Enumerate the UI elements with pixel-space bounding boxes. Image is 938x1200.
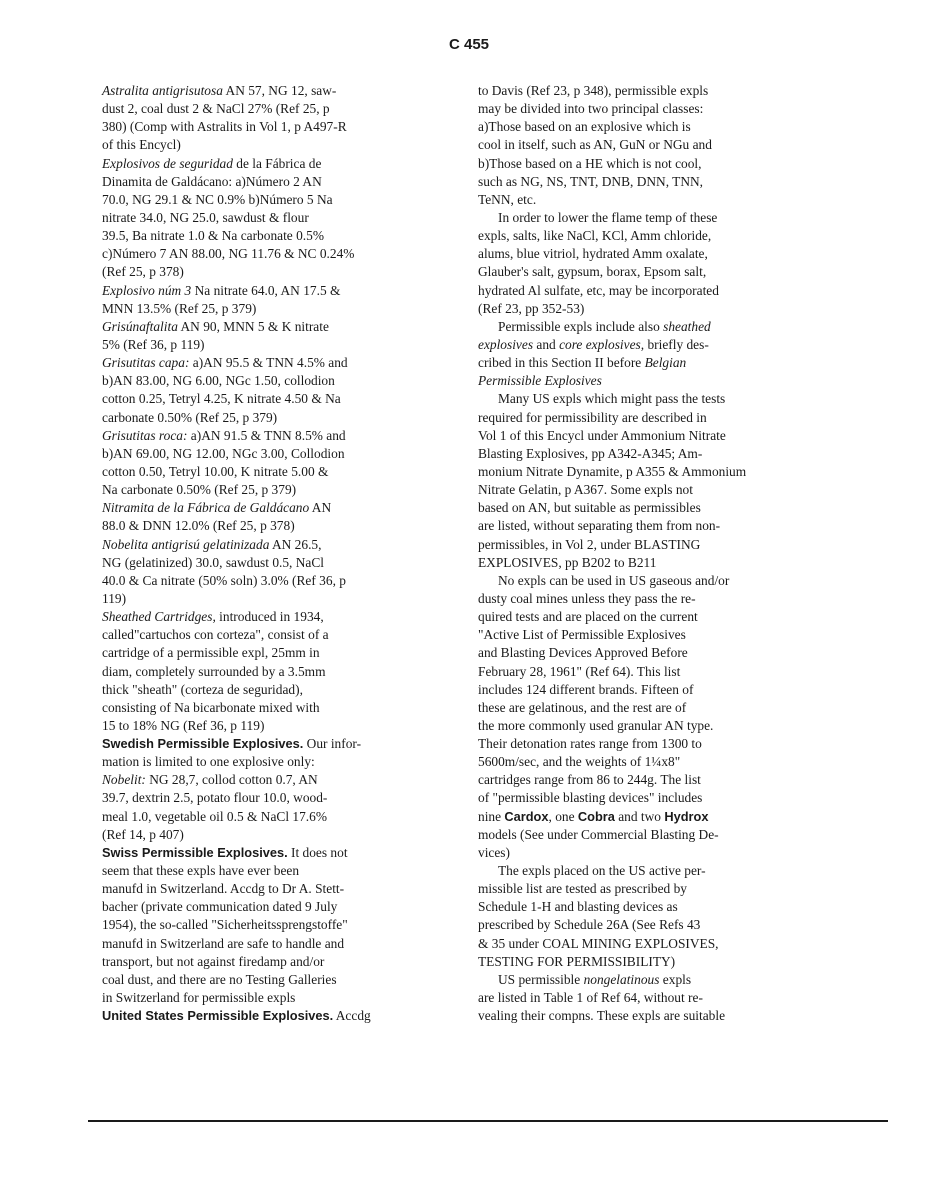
text-run: Permissible expls include also <box>498 318 664 334</box>
text-line <box>102 372 420 390</box>
text-line <box>102 118 420 136</box>
text-line <box>102 536 420 554</box>
text-line <box>478 499 794 517</box>
text-run: US permissible <box>498 971 584 987</box>
italic-term: Permissible Explosives <box>478 373 602 389</box>
text-line <box>102 82 420 100</box>
text-run: Na nitrate 64.0, AN 17.5 & <box>191 282 341 298</box>
text-run: a)AN 91.5 & TNN 8.5% and <box>187 427 346 443</box>
text-line <box>478 753 794 771</box>
text-line <box>102 300 420 318</box>
italic-term: sheathed <box>663 318 711 334</box>
text-run: The expls placed on the US active per- <box>498 863 706 879</box>
text-line <box>478 445 794 463</box>
text-run: meal 1.0, vegetable oil 0.5 & NaCl 17.6% <box>102 808 327 824</box>
text-line <box>478 626 794 644</box>
text-run: 70.0, NG 29.1 & NC 0.9% b)Número 5 Na <box>102 191 333 207</box>
italic-term: core explosives, <box>559 336 645 352</box>
text-run: called"cartuchos con corteza", consist of a <box>102 627 329 643</box>
text-line <box>102 826 420 844</box>
text-line <box>478 880 794 898</box>
text-line <box>102 663 420 681</box>
text-run: Glauber's salt, gypsum, borax, Epsom salt, <box>478 264 707 280</box>
italic-term: Nitramita de la Fábrica de Galdácano <box>102 500 310 516</box>
text-line <box>478 227 794 245</box>
text-run: quired tests and are placed on the current <box>478 609 698 625</box>
text-run: nine <box>478 808 505 824</box>
section-heading: United States Permissible Explosives. <box>102 1008 334 1024</box>
text-line <box>102 427 420 445</box>
text-line <box>102 844 420 862</box>
text-run: Dinamita de Galdácano: a)Número 2 AN <box>102 173 322 189</box>
text-run: 380) (Comp with Astralits in Vol 1, p A497-R <box>102 119 347 135</box>
text-run: vealing their compns. These expls are suitable <box>478 1008 726 1024</box>
text-line <box>102 173 420 191</box>
text-run: NG (gelatinized) 30.0, sawdust 0.5, NaCl <box>102 554 325 570</box>
text-line <box>102 753 420 771</box>
text-run: to Davis (Ref 23, p 348), permissible expls <box>478 83 709 98</box>
text-line <box>478 118 794 136</box>
text-line <box>102 590 420 608</box>
text-run: the more commonly used granular AN type. <box>478 717 714 733</box>
text-line <box>102 572 420 590</box>
text-run: b)Those based on a HE which is not cool, <box>478 155 702 171</box>
text-run: cartridges range from 86 to 244g. The list <box>478 772 701 788</box>
text-run: 15 to 18% NG (Ref 36, p 119) <box>102 717 265 733</box>
text-run: a)Those based on an explosive which is <box>478 119 691 135</box>
text-run: diam, completely surrounded by a 3.5mm <box>102 663 326 679</box>
text-run: (Ref 25, p 378) <box>102 264 184 280</box>
text-line <box>102 191 420 209</box>
text-line <box>478 1007 794 1025</box>
text-run: February 28, 1961" (Ref 64). This list <box>478 663 681 679</box>
text-line <box>478 608 794 626</box>
italic-term: Astralita antigrisutosa <box>102 83 223 98</box>
text-line <box>102 390 420 408</box>
text-run: TeNN, etc. <box>478 191 537 207</box>
text-run: models (See under Commercial Blasting De- <box>478 826 719 842</box>
text-line <box>478 300 794 318</box>
text-line <box>478 935 794 953</box>
text-line <box>478 554 794 572</box>
text-run: missible list are tested as prescribed by <box>478 881 687 897</box>
text-line <box>102 263 420 281</box>
text-line <box>102 971 420 989</box>
left-column <box>102 82 420 1025</box>
text-run: Nitrate Gelatin, p A367. Some expls not <box>478 482 693 498</box>
text-line <box>102 209 420 227</box>
text-run: de la Fábrica de <box>232 155 322 171</box>
text-line <box>478 862 794 880</box>
italic-term: Nobelit: <box>102 772 146 788</box>
text-line <box>478 898 794 916</box>
text-run: prescribed by Schedule 26A (See Refs 43 <box>478 917 701 933</box>
text-line <box>478 318 794 336</box>
text-line <box>478 971 794 989</box>
text-run: 1954), the so-called "Sicherheitssprengstoffe" <box>102 917 348 933</box>
text-line <box>102 354 420 372</box>
text-run: (Ref 23, pp 352-53) <box>478 300 585 316</box>
text-line <box>478 136 794 154</box>
text-line <box>102 681 420 699</box>
text-line <box>102 989 420 1007</box>
text-line <box>102 282 420 300</box>
text-run: b)AN 69.00, NG 12.00, NGc 3.00, Collodion <box>102 445 345 461</box>
text-run: permissibles, in Vol 2, under BLASTING <box>478 536 701 552</box>
section-heading: Hydrox <box>664 808 709 824</box>
text-line <box>478 82 794 100</box>
text-run: and <box>533 336 560 352</box>
text-run: manufd in Switzerland are safe to handle and <box>102 935 345 951</box>
text-line <box>478 191 794 209</box>
text-run: and Blasting Devices Approved Before <box>478 645 688 661</box>
text-line <box>102 1007 420 1025</box>
text-run: a)AN 95.5 & TNN 4.5% and <box>189 355 348 371</box>
text-run: 40.0 & Ca nitrate (50% soln) 3.0% (Ref 36, p <box>102 572 346 588</box>
text-run: b)AN 83.00, NG 6.00, NGc 1.50, collodion <box>102 373 335 389</box>
text-line <box>102 318 420 336</box>
text-line <box>478 808 794 826</box>
text-run: AN 57, NG 12, saw- <box>222 83 337 98</box>
text-run: 39.5, Ba nitrate 1.0 & Na carbonate 0.5% <box>102 228 324 244</box>
italic-term: Grisúnaftalita <box>102 318 178 334</box>
text-line <box>102 336 420 354</box>
text-line <box>478 717 794 735</box>
text-line <box>478 644 794 662</box>
text-line <box>102 481 420 499</box>
text-line <box>478 735 794 753</box>
text-run: expls, salts, like NaCl, KCl, Amm chloride, <box>478 228 712 244</box>
text-run: mation is limited to one explosive only: <box>102 754 315 770</box>
text-run: Their detonation rates range from 1300 to <box>478 736 702 752</box>
text-run: seem that these expls have ever been <box>102 863 300 879</box>
text-run: 119) <box>102 590 127 606</box>
text-line <box>478 517 794 535</box>
text-run: In order to lower the flame temp of these <box>498 209 718 225</box>
text-run: cribed in this Section II before <box>478 355 645 371</box>
text-run: monium Nitrate Dynamite, p A355 & Ammonium <box>478 463 747 479</box>
text-run: hydrated Al sulfate, etc, may be incorporated <box>478 282 719 298</box>
text-run: in Switzerland for permissible expls <box>102 990 296 1006</box>
italic-term: Explosivo núm 3 <box>102 282 192 298</box>
text-run: such as NG, NS, TNT, DNB, DNN, TNN, <box>478 173 704 189</box>
text-line <box>102 554 420 572</box>
italic-term: Grisutitas roca: <box>102 427 188 443</box>
text-run: "Active List of Permissible Explosives <box>478 627 686 643</box>
text-run: bacher (private communication dated 9 July <box>102 899 338 915</box>
text-run: these are gelatinous, and the rest are of <box>478 699 687 715</box>
text-line <box>102 771 420 789</box>
italic-term: explosives <box>478 336 534 352</box>
text-run: includes 124 different brands. Fifteen of <box>478 681 694 697</box>
right-column <box>478 82 794 1025</box>
text-line <box>102 136 420 154</box>
italic-term: Grisutitas capa: <box>102 355 190 371</box>
text-run: nitrate 34.0, NG 25.0, sawdust & flour <box>102 209 309 225</box>
text-run: MNN 13.5% (Ref 25, p 379) <box>102 300 257 316</box>
section-heading: Swiss Permissible Explosives. <box>102 844 288 860</box>
text-line <box>102 898 420 916</box>
text-run: dust 2, coal dust 2 & NaCl 27% (Ref 25, p <box>102 101 330 117</box>
text-line <box>478 390 794 408</box>
text-run: & 35 under COAL MINING EXPLOSIVES, <box>478 935 719 951</box>
text-line <box>478 463 794 481</box>
text-run: and two <box>614 808 665 824</box>
text-line <box>102 916 420 934</box>
text-line <box>478 245 794 263</box>
text-line <box>478 155 794 173</box>
text-run: are listed, without separating them from non- <box>478 518 721 534</box>
text-line <box>478 481 794 499</box>
text-line <box>478 699 794 717</box>
text-line <box>478 681 794 699</box>
text-line <box>102 808 420 826</box>
text-line <box>102 499 420 517</box>
text-line <box>478 826 794 844</box>
text-run: AN 90, MNN 5 & K nitrate <box>177 318 329 334</box>
text-line <box>102 463 420 481</box>
text-line <box>102 862 420 880</box>
text-run: cartridge of a permissible expl, 25mm in <box>102 645 320 661</box>
text-line <box>102 789 420 807</box>
text-run: alums, blue vitriol, hydrated Amm oxalate, <box>478 246 708 262</box>
text-run: AN <box>309 500 332 516</box>
text-run: AN 26.5, <box>269 536 322 552</box>
text-line <box>478 572 794 590</box>
text-run: , one <box>548 808 578 824</box>
text-line <box>478 372 794 390</box>
section-heading: Cobra <box>577 808 615 824</box>
text-line <box>478 336 794 354</box>
text-run: TESTING FOR PERMISSIBILITY) <box>478 953 676 969</box>
text-run: of this Encycl) <box>102 137 181 153</box>
text-line <box>478 844 794 862</box>
italic-term: Nobelita antigrisú gelatinizada <box>102 536 270 552</box>
text-line <box>478 100 794 118</box>
text-line <box>102 227 420 245</box>
text-run: 5600m/sec, and the weights of 1¼x8" <box>478 754 681 770</box>
text-line <box>102 409 420 427</box>
text-line <box>102 245 420 263</box>
text-run: 88.0 & DNN 12.0% (Ref 25, p 378) <box>102 518 295 534</box>
text-line <box>102 517 420 535</box>
text-run: (Ref 14, p 407) <box>102 826 184 842</box>
text-run: dusty coal mines unless they pass the re- <box>478 590 696 606</box>
text-line <box>478 173 794 191</box>
text-line <box>478 354 794 372</box>
text-run: carbonate 0.50% (Ref 25, p 379) <box>102 409 278 425</box>
text-run: manufd in Switzerland. Accdg to Dr A. Stett- <box>102 881 345 897</box>
text-run: briefly des- <box>644 336 709 352</box>
text-run: consisting of Na bicarbonate mixed with <box>102 699 320 715</box>
text-line <box>478 409 794 427</box>
text-line <box>102 699 420 717</box>
text-line <box>102 735 420 753</box>
text-run: EXPLOSIVES, pp B202 to B211 <box>478 554 657 570</box>
text-line <box>478 789 794 807</box>
page-header: C 455 <box>448 36 490 53</box>
text-line <box>478 282 794 300</box>
text-run: of "permissible blasting devices" includes <box>478 790 703 806</box>
text-run: Blasting Explosives, pp A342-A345; Am- <box>478 445 703 461</box>
italic-term: nongelatinous <box>583 971 660 987</box>
text-line <box>102 953 420 971</box>
text-run: Schedule 1-H and blasting devices as <box>478 899 678 915</box>
text-line <box>478 916 794 934</box>
text-line <box>478 953 794 971</box>
text-line <box>102 155 420 173</box>
text-run: cool in itself, such as AN, GuN or NGu and <box>478 137 712 153</box>
text-run: cotton 0.25, Tetryl 4.25, K nitrate 4.50 & Na <box>102 391 341 407</box>
text-run: vices) <box>478 844 510 860</box>
section-heading: Cardox <box>504 808 549 824</box>
text-run: Vol 1 of this Encycl under Ammonium Nitrate <box>478 427 726 443</box>
text-run: are listed in Table 1 of Ref 64, without re- <box>478 990 703 1006</box>
text-line <box>102 445 420 463</box>
text-run: 5% (Ref 36, p 119) <box>102 336 205 352</box>
text-line <box>478 263 794 281</box>
text-run: Our infor- <box>303 736 362 752</box>
text-run: cotton 0.50, Tetryl 10.00, K nitrate 5.00 & <box>102 463 329 479</box>
text-run: It does not <box>287 844 348 860</box>
text-line <box>478 989 794 1007</box>
text-line <box>102 626 420 644</box>
italic-term: Explosivos de seguridad <box>102 155 233 171</box>
text-line <box>478 771 794 789</box>
text-line <box>478 536 794 554</box>
text-run: c)Número 7 AN 88.00, NG 11.76 & NC 0.24% <box>102 246 355 262</box>
text-run: required for permissibility are described in <box>478 409 707 425</box>
text-run: 39.7, dextrin 2.5, potato flour 10.0, wood- <box>102 790 328 806</box>
text-run: based on AN, but suitable as permissibles <box>478 500 701 516</box>
text-run: introduced in 1934, <box>215 609 324 625</box>
italic-term: Sheathed Cartridges, <box>102 609 216 625</box>
section-heading: Swedish Permissible Explosives. <box>102 736 304 752</box>
text-line <box>478 427 794 445</box>
text-run: may be divided into two principal classes: <box>478 101 704 117</box>
text-line <box>102 100 420 118</box>
text-run: coal dust, and there are no Testing Galleries <box>102 971 337 987</box>
text-run: No expls can be used in US gaseous and/or <box>498 572 730 588</box>
text-run: transport, but not against firedamp and/or <box>102 953 325 969</box>
text-line <box>102 644 420 662</box>
text-line <box>102 880 420 898</box>
text-line <box>102 935 420 953</box>
text-line <box>478 209 794 227</box>
text-line <box>102 717 420 735</box>
text-run: thick "sheath" (corteza de seguridad), <box>102 681 303 697</box>
italic-term: Belgian <box>644 355 687 371</box>
text-run: Accdg <box>333 1008 371 1024</box>
text-run: Many US expls which might pass the tests <box>498 391 726 407</box>
text-run: NG 28,7, collod cotton 0.7, AN <box>145 772 318 788</box>
page-bottom-rule <box>88 1120 888 1122</box>
text-line <box>478 663 794 681</box>
text-run: expls <box>659 971 692 987</box>
text-line <box>478 590 794 608</box>
text-line <box>102 608 420 626</box>
text-run: Na carbonate 0.50% (Ref 25, p 379) <box>102 482 297 498</box>
